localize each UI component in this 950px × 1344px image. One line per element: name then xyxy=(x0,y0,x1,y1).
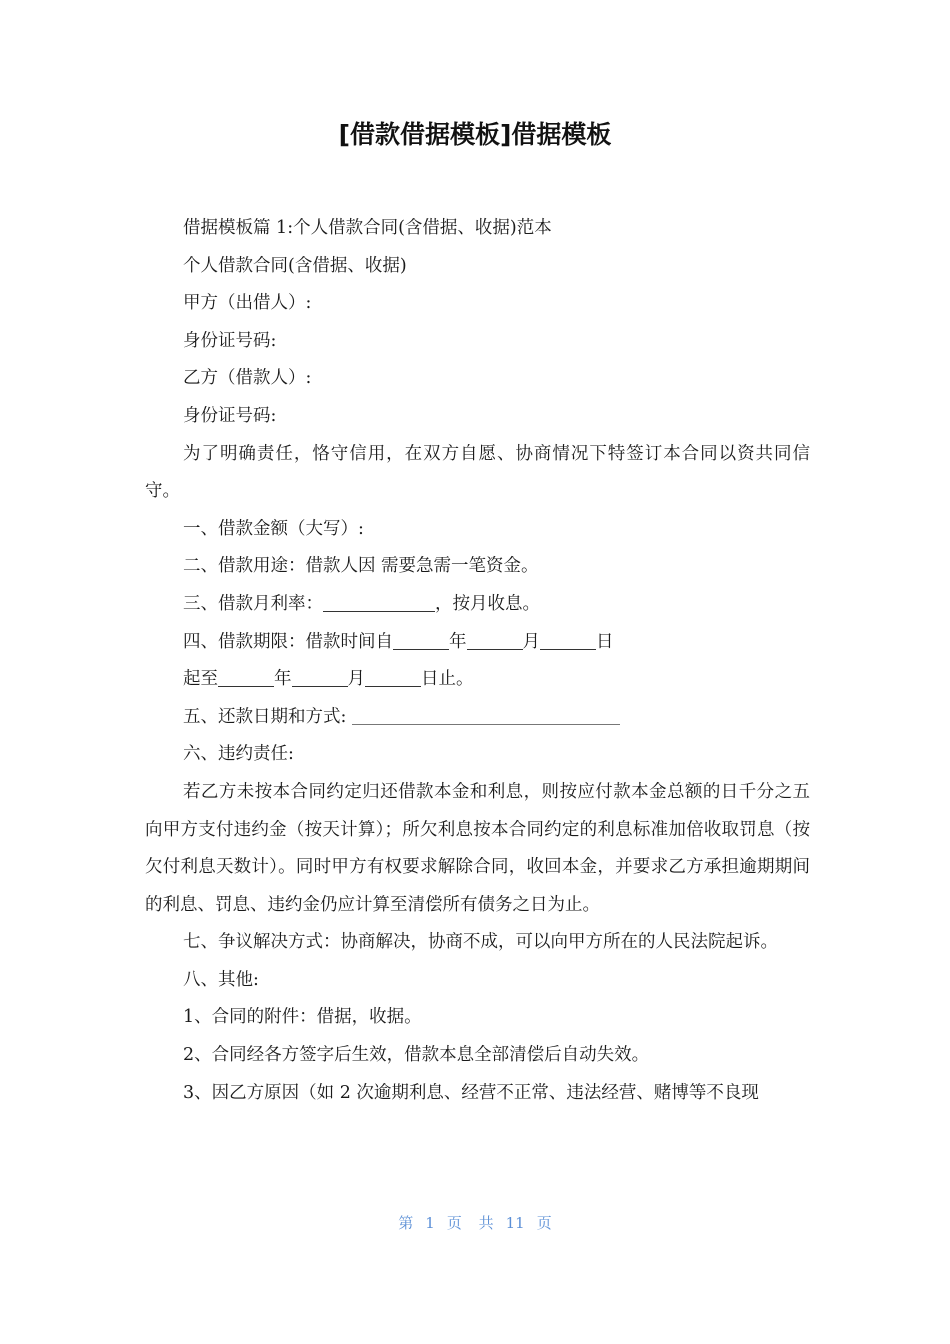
paragraph xyxy=(145,699,810,737)
paragraph: 个人借款合同(含借据、收据) xyxy=(183,255,407,276)
month-label: 月 xyxy=(522,631,540,652)
document-body xyxy=(145,210,810,1112)
day-label: 日 xyxy=(596,631,614,652)
blank-underline xyxy=(365,666,421,687)
clause-label: 四、借款期限：借款时间自 xyxy=(183,631,393,652)
paragraph: 1、合同的附件：借据，收据。 xyxy=(183,1007,422,1028)
paragraph: 若乙方未按本合同约定归还借款本金和利息，则按应付款本金总额的日千分之五向甲方支付违约金（按天计算）；所欠利息按本合同约定的利息标准加倍收取罚息（按欠付利息天数计）。同时甲方有权要求解除合同，收回本金，并要求乙方承担逾期期间的利息、罚息、违约金仍应计算至清偿所有债务之日为止。 xyxy=(145,781,810,915)
page-footer xyxy=(0,1212,950,1233)
paragraph: 七、争议解决方式：协商解决，协商不成，可以向甲方所在的人民法院起诉。 xyxy=(183,932,778,953)
paragraph: 八、其他: xyxy=(183,969,259,990)
blank-underline xyxy=(218,666,274,687)
document-title: [借款借据模板]借据模板 xyxy=(338,120,612,149)
paragraph: 借据模板篇 1:个人借款合同(含借据、收据)范本 xyxy=(183,218,552,238)
footer-label: 页 xyxy=(536,1214,552,1232)
blank-underline xyxy=(352,704,620,725)
total-pages-number: 11 xyxy=(505,1214,525,1232)
year-label: 年 xyxy=(449,631,467,652)
paragraph: 身份证号码: xyxy=(183,405,277,426)
month-label: 月 xyxy=(347,669,365,690)
paragraph: 六、违约责任: xyxy=(183,744,294,765)
paragraph: 为了明确责任，恪守信用，在双方自愿、协商情况下特签订本合同以资共同信守。 xyxy=(145,443,810,502)
paragraph: 身份证号码: xyxy=(183,330,277,351)
blank-underline xyxy=(393,629,449,650)
paragraph xyxy=(145,586,810,624)
paragraph: 甲方（出借人）: xyxy=(183,293,312,314)
day-label: 日止。 xyxy=(421,669,474,690)
paragraph: 乙方（借款人）: xyxy=(183,368,312,389)
clause-text: ，按月收息。 xyxy=(435,593,540,614)
year-label: 年 xyxy=(274,669,292,690)
paragraph xyxy=(145,661,810,699)
current-page-number: 1 xyxy=(425,1214,435,1232)
clause-label: 三、借款月利率： xyxy=(183,593,323,614)
blank-underline xyxy=(323,591,435,612)
clause-label: 五、还款日期和方式: xyxy=(183,706,347,727)
footer-label: 第 xyxy=(398,1214,414,1232)
blank-underline xyxy=(540,629,596,650)
paragraph: 2、合同经各方签字后生效，借款本息全部清偿后自动失效。 xyxy=(183,1045,650,1066)
blank-underline xyxy=(467,629,523,650)
paragraph xyxy=(145,624,810,662)
paragraph: 3、因乙方原因（如 2 次逾期利息、经营不正常、违法经营、赌博等不良现 xyxy=(183,1082,759,1103)
clause-label: 起至 xyxy=(183,669,218,690)
footer-label: 页 共 xyxy=(446,1214,494,1232)
paragraph: 二、借款用途：借款人因 需要急需一笔资金。 xyxy=(183,556,539,577)
paragraph: 一、借款金额（大写）: xyxy=(183,518,364,539)
blank-underline xyxy=(292,666,348,687)
